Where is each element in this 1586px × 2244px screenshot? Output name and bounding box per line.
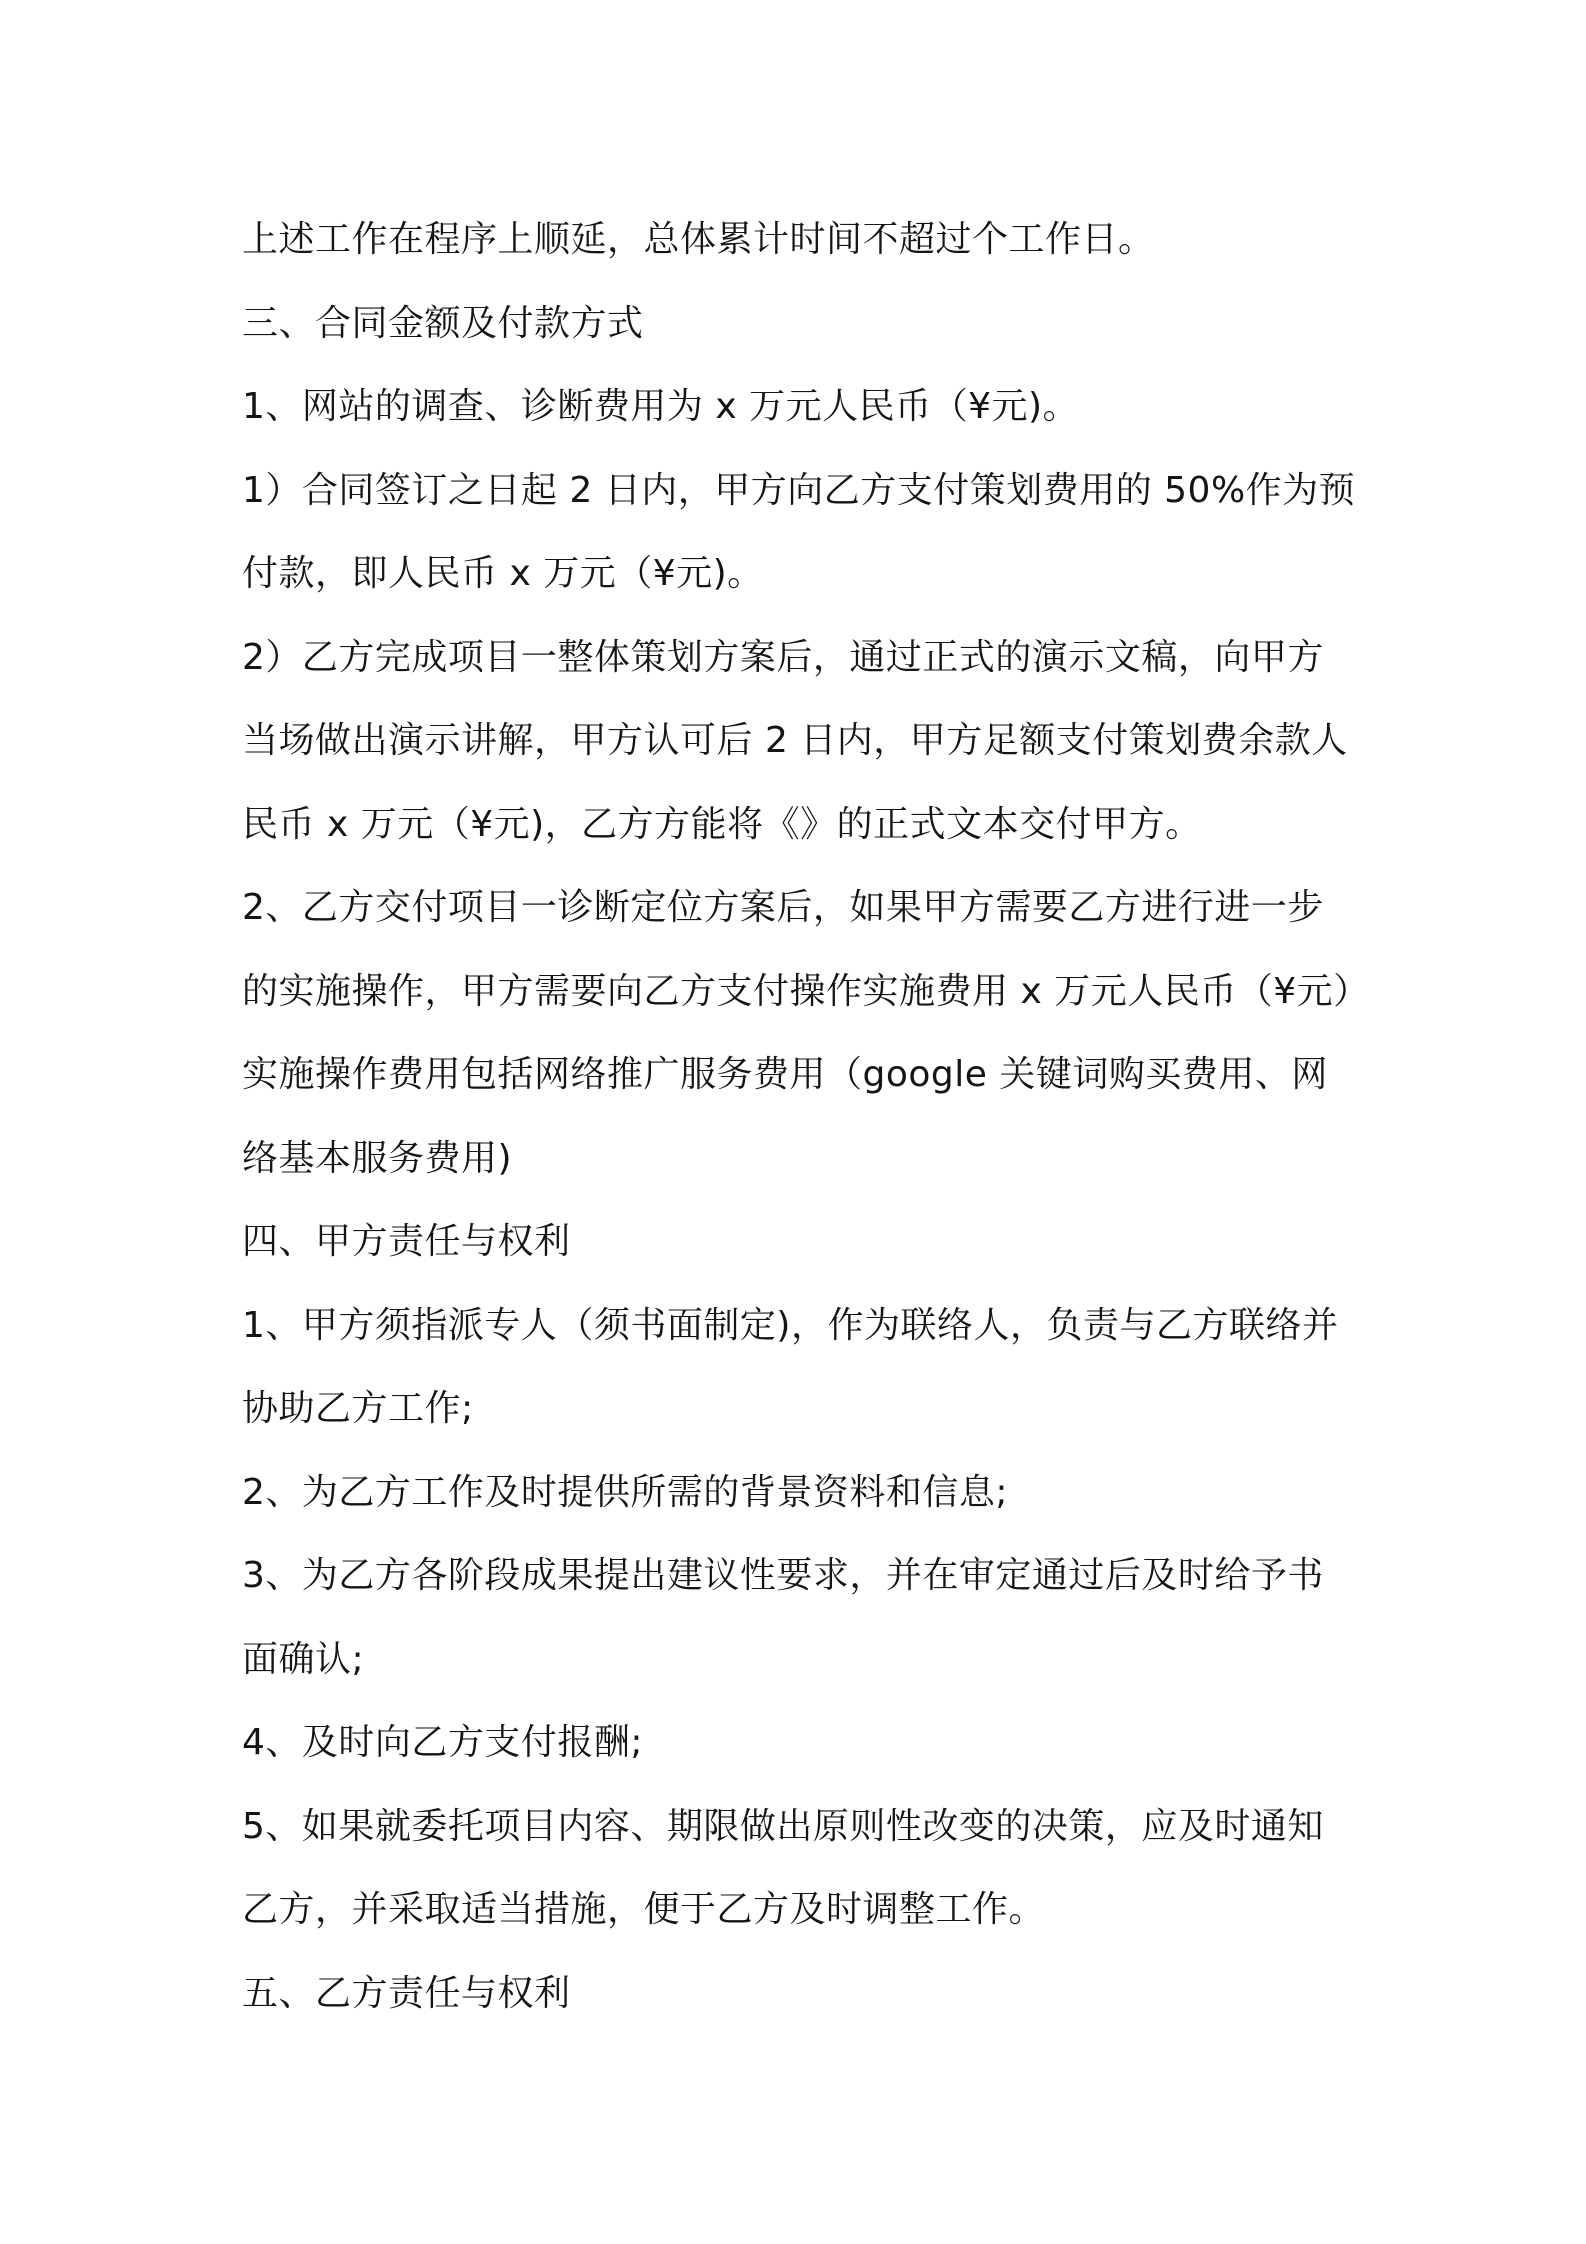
paragraph-line: 民币 x 万元（¥元)，乙方方能将《》的正式文本交付甲方。 [242, 803, 1202, 845]
paragraph-line: 5、如果就委托项目内容、期限做出原则性改变的决策，应及时通知 [242, 1805, 1324, 1847]
paragraph-line: 络基本服务费用) [242, 1137, 513, 1179]
paragraph-line: 上述工作在程序上顺延，总体累计时间不超过个工作日。 [242, 219, 1155, 260]
paragraph-line: 乙方，并采取适当措施，便于乙方及时调整工作。 [242, 1889, 1046, 1930]
paragraph-line: 4、及时向乙方支付报酬; [242, 1722, 644, 1763]
section-heading-party-a-duties: 四、甲方责任与权利 [242, 1221, 571, 1262]
paragraph-line: 面确认; [242, 1638, 365, 1680]
section-heading-contract-amount: 三、合同金额及付款方式 [242, 302, 644, 344]
paragraph-line: 2）乙方完成项目一整体策划方案后，通过正式的演示文稿，向甲方 [242, 636, 1324, 678]
paragraph-line: 的实施操作，甲方需要向乙方支付操作实施费用 x 万元人民币（¥元） [242, 970, 1370, 1012]
paragraph-line: 1）合同签订之日起 2 日内，甲方向乙方支付策划费用的 50%作为预 [242, 469, 1356, 511]
paragraph-line: 2、乙方交付项目一诊断定位方案后，如果甲方需要乙方进行进一步 [242, 887, 1324, 928]
paragraph-line: 当场做出演示讲解，甲方认可后 2 日内，甲方足额支付策划费余款人 [242, 720, 1348, 761]
section-heading-party-b-duties: 五、乙方责任与权利 [242, 1972, 571, 2014]
paragraph-line: 3、为乙方各阶段成果提出建议性要求，并在审定通过后及时给予书 [242, 1555, 1324, 1596]
paragraph-line: 1、甲方须指派专人（须书面制定)，作为联络人，负责与乙方联络并 [242, 1304, 1339, 1346]
paragraph-line: 付款，即人民币 x 万元（¥元)。 [242, 553, 764, 594]
paragraph-line: 2、为乙方工作及时提供所需的背景资料和信息; [242, 1471, 1009, 1513]
paragraph-line: 1、网站的调查、诊断费用为 x 万元人民币（¥元)。 [242, 386, 1080, 427]
paragraph-line: 实施操作费用包括网络推广服务费用（google 关键词购买费用、网 [242, 1054, 1328, 1095]
paragraph-line: 协助乙方工作; [242, 1388, 474, 1429]
document-body [242, 198, 1370, 2035]
